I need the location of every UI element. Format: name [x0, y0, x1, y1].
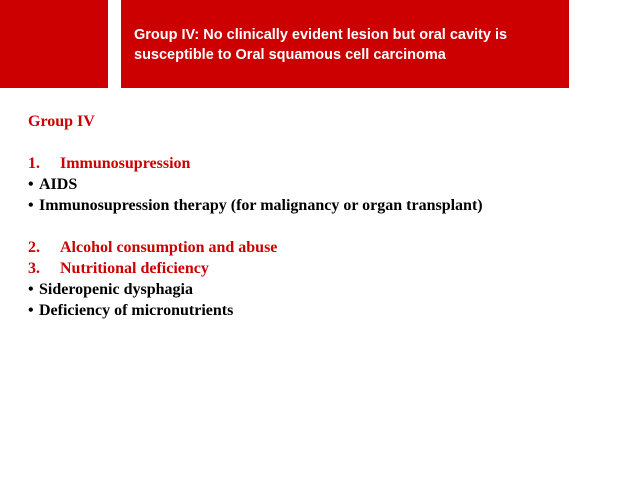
slide-title: Group IV: No clinically evident lesion but oral cavity is susceptible to Oral squamous cell carcinoma — [134, 27, 508, 63]
section-heading: Group IV — [28, 113, 95, 130]
item-number: 1. — [28, 155, 40, 172]
item-label: Alcohol consumption and abuse — [60, 239, 278, 256]
bullet-icon: • — [28, 281, 34, 298]
bullet-text: Immunosupression therapy (for malignancy or organ transplant) — [39, 197, 483, 214]
bullet-icon: • — [28, 302, 34, 319]
bullet-icon: • — [28, 197, 34, 214]
numbered-item-1 — [28, 153, 628, 174]
spacer — [28, 132, 628, 153]
bullet-item-therapy — [28, 195, 628, 216]
bullet-text: AIDS — [39, 176, 78, 193]
item-label: Immunosupression — [60, 155, 191, 172]
bullet-text: Deficiency of micronutrients — [39, 302, 234, 319]
decorative-red-block — [0, 0, 108, 88]
numbered-item-2 — [28, 237, 628, 258]
bullet-item-sideropenic — [28, 279, 628, 300]
bullet-icon: • — [28, 176, 34, 193]
numbered-item-3 — [28, 258, 628, 279]
item-number: 3. — [28, 260, 40, 277]
spacer — [28, 216, 628, 237]
bullet-item-micronutrients — [28, 300, 628, 321]
slide-content — [28, 111, 628, 321]
bullet-text: Sideropenic dysphagia — [39, 281, 193, 298]
bullet-item-aids — [28, 174, 628, 195]
item-label: Nutritional deficiency — [60, 260, 209, 277]
item-number: 2. — [28, 239, 40, 256]
